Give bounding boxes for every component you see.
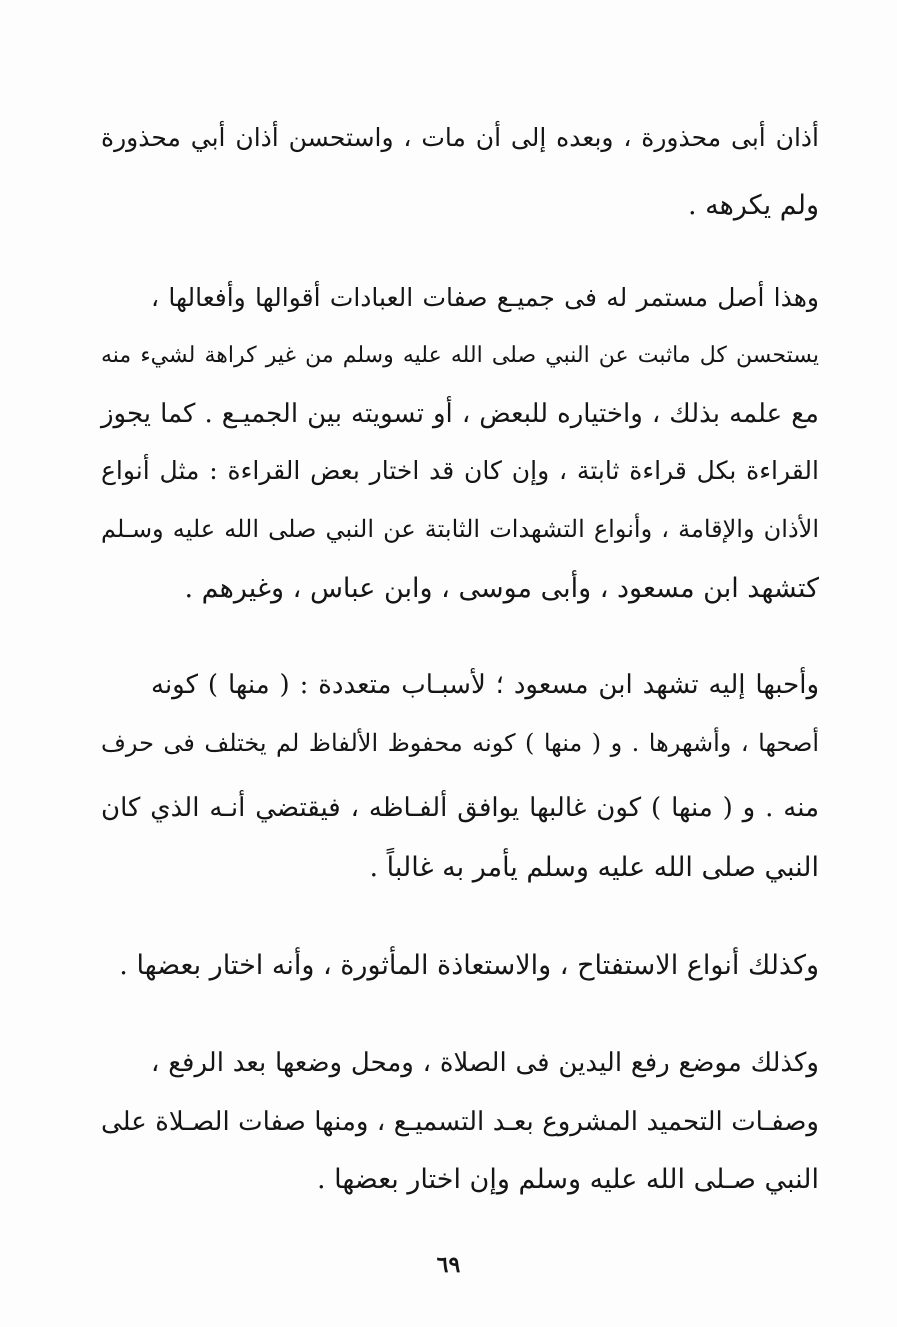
paragraph-3-line-1: وأحبها إليه تشهد ابن مسعود ؛ لأسبـاب متعددة : ( منها ) كونه (151, 670, 819, 700)
paragraph-1-line-2: ولم يكرهه . (687, 190, 819, 221)
paragraph-5-line-2: وصفـات التحميد المشروع بعـد التسميـع ، ومنها صفات الصـلاة على (101, 1107, 819, 1137)
paragraph-3-line-2: أصحها ، وأشهرها . و ( منها ) كونه محفوظ الألفاظ لم يختلف فى حرف (101, 729, 819, 757)
paragraph-1-line-1: أذان أبى محذورة ، وبعده إلى أن مات ، واستحسن أذان أبي محذورة (101, 123, 819, 152)
paragraph-5-line-3: النبي صـلى الله عليه وسلم وإن اختار بعضها . (316, 1164, 819, 1195)
paragraph-2-line-1: وهذا أصل مستمر له فى جميـع صفات العبادات أقوالها وأفعالها ، (151, 283, 819, 312)
paragraph-2-line-6: كتشهد ابن مسعود ، وأبى موسى ، وابن عباس ، وغيرهم . (184, 573, 819, 604)
paragraph-4-line-1: وكذلك أنواع الاستفتاح ، والاستعاذة المأثورة ، وأنه اختار بعضها . (119, 950, 819, 981)
paragraph-2-line-2: يستحسن كل ماثبت عن النبي صلى الله عليه وسلم من غير كراهة لشيء منه (101, 343, 819, 368)
paragraph-3-line-3: منه . و ( منها ) كون غالبها يوافق ألفـاظه ، فيقتضي أنـه الذي كان (101, 793, 819, 823)
paragraph-2-line-5: الأذان والإقامة ، وأنواع التشهدات الثابتة عن النبي صلى الله عليه وسـلم (101, 515, 819, 543)
paragraph-2-line-4: القراءة بكل قراءة ثابتة ، وإن كان قد اختار بعض القراءة : مثل أنواع (101, 456, 819, 485)
paragraph-2-line-3: مع علمه بذلك ، واختياره للبعض ، أو تسويته بين الجميـع . كما يجوز (101, 399, 819, 429)
paragraph-3-line-4: النبي صلى الله عليه وسلم يأمر به غالباً . (369, 852, 819, 883)
paragraph-5-line-1: وكذلك موضع رفع اليدين فى الصلاة ، ومحل وضعها بعد الرفع ، (151, 1048, 819, 1078)
page-number: ٦٩ (436, 1252, 461, 1278)
